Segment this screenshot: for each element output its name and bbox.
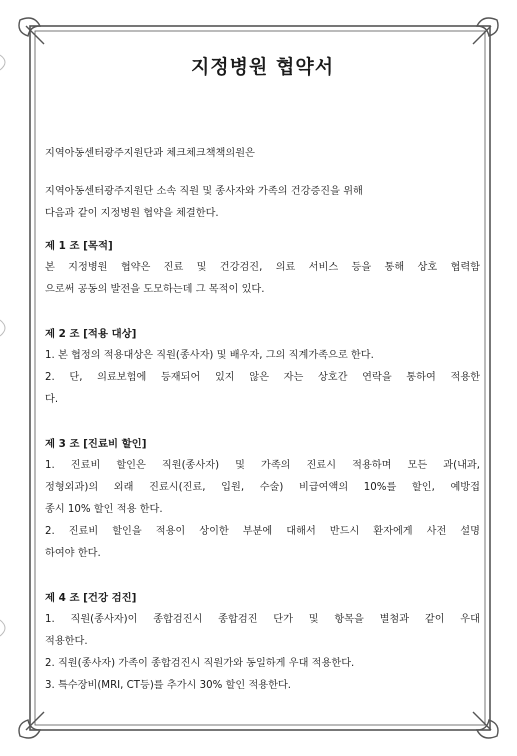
intro-parties: 지역아동센터광주지원단과 체크체크책책의원은 — [45, 148, 255, 159]
article-heading: 제 1 조 [목적] — [45, 240, 113, 252]
article-line: 2. 진료비 할인을 적용이 상이한 부분에 대해서 반드시 환자에게 사전 설명 — [45, 526, 480, 537]
article-line: 2. 직원(종사자) 가족이 종합검진시 직원가와 동일하게 우대 적용한다. — [45, 658, 355, 669]
article-line: 종시 10% 할인 적용 한다. — [45, 504, 163, 515]
article-3 — [45, 433, 480, 565]
punch-hole-middle — [0, 320, 5, 336]
article-line: 3. 특수장비(MRI, CT등)를 추가시 30% 할인 적용한다. — [45, 680, 292, 691]
intro-line: 다음과 같이 지정병원 협약을 체결한다. — [45, 208, 219, 219]
article-line: 1. 진료비 할인은 직원(종사자) 및 가족의 진료시 적용하며 모든 과(내과, — [45, 460, 480, 471]
punch-hole-bottom — [0, 620, 5, 636]
intro-purpose — [45, 181, 480, 225]
article-line: 1. 직원(종사자)이 종합검진시 종합검진 단가 및 항목을 별첨과 같이 우대 — [45, 614, 480, 625]
article-heading: 제 3 조 [진료비 할인] — [45, 438, 147, 450]
article-line: 본 지정병원 협약은 진료 및 건강검진, 의료 서비스 등을 통해 상호 협력함 — [45, 262, 480, 273]
article-line: 하여야 한다. — [45, 548, 101, 559]
article-line: 으로써 공동의 발전을 도모하는데 그 목적이 있다. — [45, 284, 265, 295]
article-heading: 제 2 조 [적용 대상] — [45, 328, 137, 340]
article-line: 1. 본 협정의 적용대상은 직원(종사자) 및 배우자, 그의 직계가족으로 한다. — [45, 350, 374, 361]
article-line: 다. — [45, 394, 59, 405]
article-4 — [45, 587, 480, 697]
article-line: 적용한다. — [45, 636, 88, 647]
article-heading: 제 4 조 [건강 검진] — [45, 592, 137, 604]
page-title: 지정병원 협약서 — [190, 56, 335, 78]
article-2 — [45, 323, 480, 411]
article-1 — [45, 235, 480, 301]
agreement-body — [45, 45, 480, 697]
article-line: 정형외과)의 외래 진료시(진료, 입원, 수술) 비급여액의 10%를 할인, 예방접 — [45, 482, 480, 493]
punch-hole-top — [0, 55, 5, 70]
article-line: 2. 단, 의료보험에 등재되어 있지 않은 자는 상호간 연락을 통하여 적용한 — [45, 372, 480, 383]
intro-line: 지역아동센터광주지원단 소속 직원 및 종사자와 가족의 건강증진을 위해 — [45, 186, 363, 197]
